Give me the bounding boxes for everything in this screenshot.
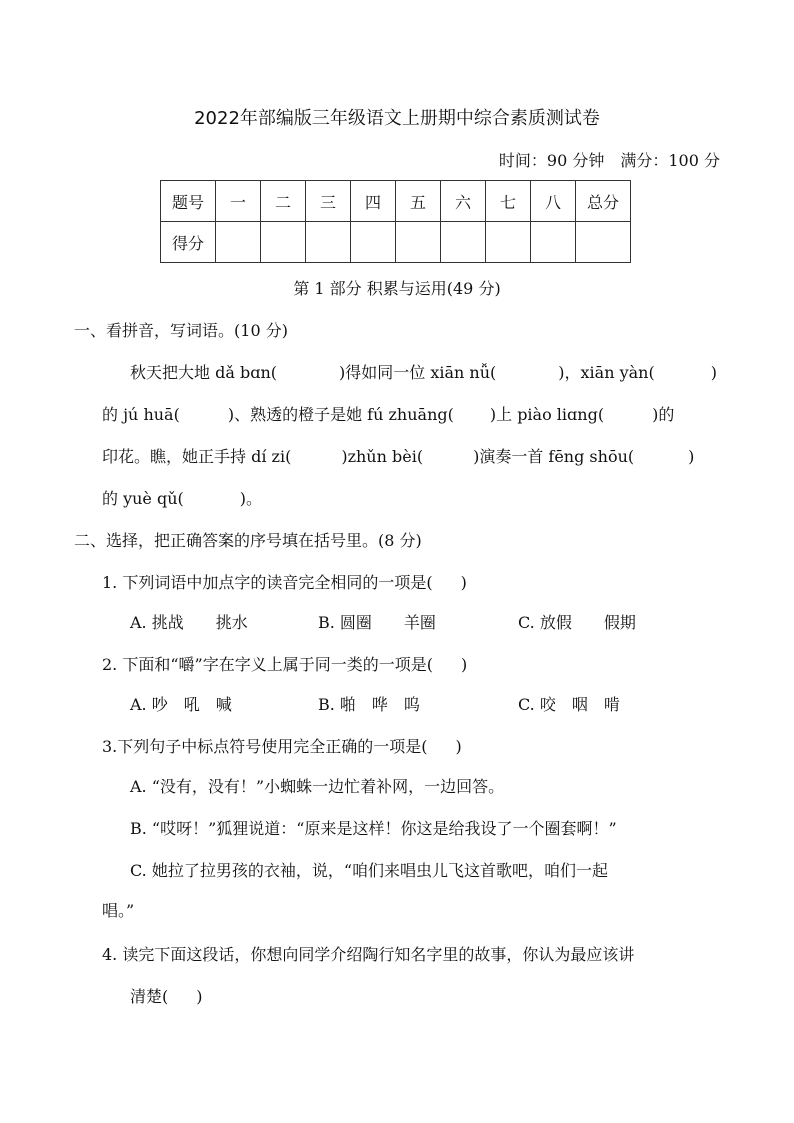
question-stem: 4. 读完下面这段话，你想向同学介绍陶行知名字里的故事，你认为最应该讲 — [102, 945, 635, 964]
exam-meta: 时间：90 分钟 满分：100 分 — [498, 151, 720, 170]
option[interactable]: A. “没有，没有！”小蜘蛛一边忙着补网，一边回答。 — [130, 777, 505, 796]
part-heading: 第 1 部分 积累与运用(49 分) — [293, 279, 501, 298]
option[interactable]: B. 圆圈 羊圈 — [318, 613, 436, 632]
section-heading — [74, 318, 288, 341]
table-cell: 得分 — [161, 222, 216, 263]
section-points: (10 分) — [234, 321, 288, 340]
score-input-cell[interactable] — [441, 222, 486, 263]
table-cell: 五 — [396, 181, 441, 222]
question-stem: 1. 下列词语中加点字的读音完全相同的一项是( ) — [102, 573, 467, 592]
text-line: 的 jú huā( )、熟透的橙子是她 fú zhuāng( )上 piào liɑng( )的 — [102, 405, 675, 424]
table-cell: 一 — [216, 181, 261, 222]
option[interactable]: B. “哎呀！”狐狸说道：“原来是这样！你这是给我设了一个圈套啊！” — [130, 819, 617, 838]
page-title: 2022年部编版三年级语文上册期中综合素质测试卷 — [194, 108, 600, 129]
table-cell: 总分 — [576, 181, 631, 222]
table-cell: 二 — [261, 181, 306, 222]
table-cell: 三 — [306, 181, 351, 222]
option[interactable]: C. 咬 咽 啃 — [518, 695, 620, 714]
score-input-cell[interactable] — [351, 222, 396, 263]
option-row — [130, 610, 636, 633]
option[interactable]: A. 吵 吼 喊 — [130, 695, 232, 714]
score-table-header-row — [161, 181, 631, 222]
score-table — [160, 180, 631, 263]
table-cell: 四 — [351, 181, 396, 222]
text-line: 印花。瞧，她正手持 dí zi( )zhǔn bèi( )演奏一首 fēng shōu( ) — [102, 447, 695, 466]
option[interactable]: B. 啪 哗 呜 — [318, 695, 420, 714]
question-stem: 2. 下面和“嚼”字在字义上属于同一类的一项是( ) — [102, 655, 468, 674]
section-title: 二、选择，把正确答案的序号填在括号里。 — [74, 531, 379, 550]
table-cell: 七 — [486, 181, 531, 222]
text-line: 的 yuè qǔ( )。 — [102, 489, 263, 508]
section-title: 一、看拼音，写词语。 — [74, 321, 235, 340]
option-row — [130, 692, 620, 715]
table-cell: 六 — [441, 181, 486, 222]
score-input-cell[interactable] — [306, 222, 351, 263]
score-input-cell[interactable] — [531, 222, 576, 263]
option[interactable]: A. 挑战 挑水 — [130, 613, 248, 632]
option[interactable]: C. 放假 假期 — [518, 613, 636, 632]
section-points: (8 分) — [378, 531, 422, 550]
section-heading — [74, 528, 422, 551]
question-stem-continued: 清楚( ) — [130, 987, 203, 1006]
score-input-cell[interactable] — [216, 222, 261, 263]
text-line: 秋天把大地 dǎ bɑn( )得如同一位 xiān nǚ( )，xiān yàn( ) — [130, 363, 717, 382]
table-cell: 八 — [531, 181, 576, 222]
table-cell: 题号 — [161, 181, 216, 222]
score-input-cell[interactable] — [486, 222, 531, 263]
score-table-score-row — [161, 222, 631, 263]
score-input-cell[interactable] — [396, 222, 441, 263]
option[interactable]: C. 她拉了拉男孩的衣袖，说，“咱们来唱虫儿飞这首歌吧，咱们一起 — [130, 861, 609, 880]
score-input-cell[interactable] — [261, 222, 306, 263]
option-continuation: 唱。” — [102, 901, 135, 920]
score-input-cell[interactable] — [576, 222, 631, 263]
question-stem: 3.下列句子中标点符号使用完全正确的一项是( ) — [102, 737, 462, 756]
